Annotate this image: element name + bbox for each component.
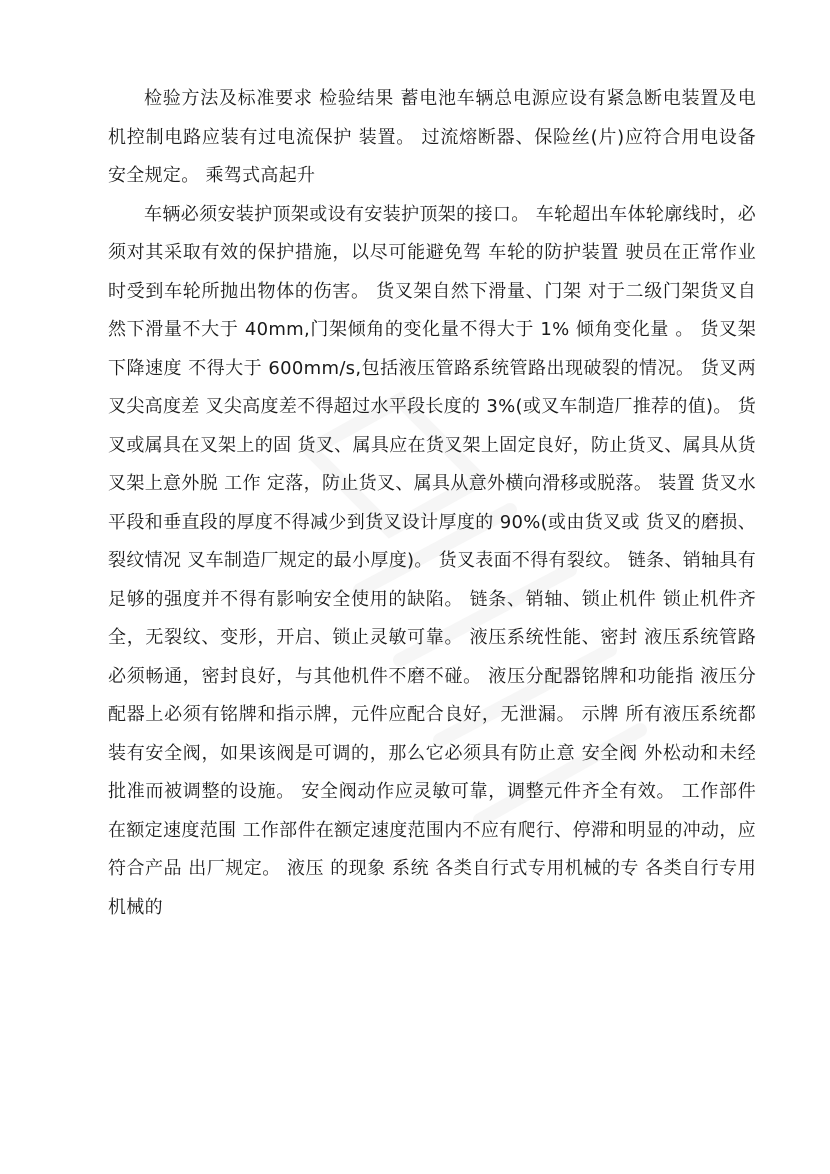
paragraph-2: 车辆必须安装护顶架或设有安装护顶架的接口。 车轮超出车体轮廓线时，必须对其采取有效的保护措施，以尽可能避免驾 车轮的防护装置 驶员在正常作业时受到车轮所抛出物体的伤害。 货叉架自然下滑量、门架 对于二级门架货叉自然下滑量不大于 40mm,门架倾角的变化量不得大于 1% 倾角变化量 。 货叉架下降速度 不得大于 600mm/s,包括液压管路系统管路出现破裂的情况。 货叉两叉尖高度差 叉尖高度差不得超过水平段长度的 3%(或叉车制造厂推荐的值)。 货叉或属具在叉架上的固 货叉、属具应在货叉架上固定良好，防止货叉、属具从货叉架上意外脱 工作 定落，防止货叉、属具从意外横向滑移或脱落。 装置 货叉水平段和垂直段的厚度不得减少到货叉设计厚度的 90%(或由货叉或 货叉的磨损、裂纹情况 叉车制造厂规定的最小厚度)。 货叉表面不得有裂纹。 链条、销轴具有足够的强度并不得有影响安全使用的缺陷。 链条、销轴、锁止机件 锁止机件齐全，无裂纹、变形，开启、锁止灵敏可靠。 液压系统性能、密封 液压系统管路必须畅通，密封良好，与其他机件不磨不碰。 液压分配器铭牌和功能指 液压分配器上必须有铭牌和指示牌，元件应配合良好，无泄漏。 示牌 所有液压系统都装有安全阀，如果该阀是可调的，那么它必须具有防止意 安全阀 外松动和未经批准而被调整的设施。 安全阀动作应灵敏可靠，调整元件齐全有效。 工作部件在额定速度范围 工作部件在额定速度范围内不应有爬行、停滞和明显的冲动，应符合产品 出厂规定。 液压 的现象 系统 各类自行式专用机械的专 各类自行专用机械的 xyxy=(108,203,756,918)
document-body xyxy=(108,80,756,927)
paragraph-1: 检验方法及标准要求 检验结果 蓄电池车辆总电源应设有紧急断电装置及电机控制电路应装有过电流保护 装置。 过流熔断器、保险丝(片)应符合用电设备安全规定。 乘驾式高起升 xyxy=(108,88,756,186)
